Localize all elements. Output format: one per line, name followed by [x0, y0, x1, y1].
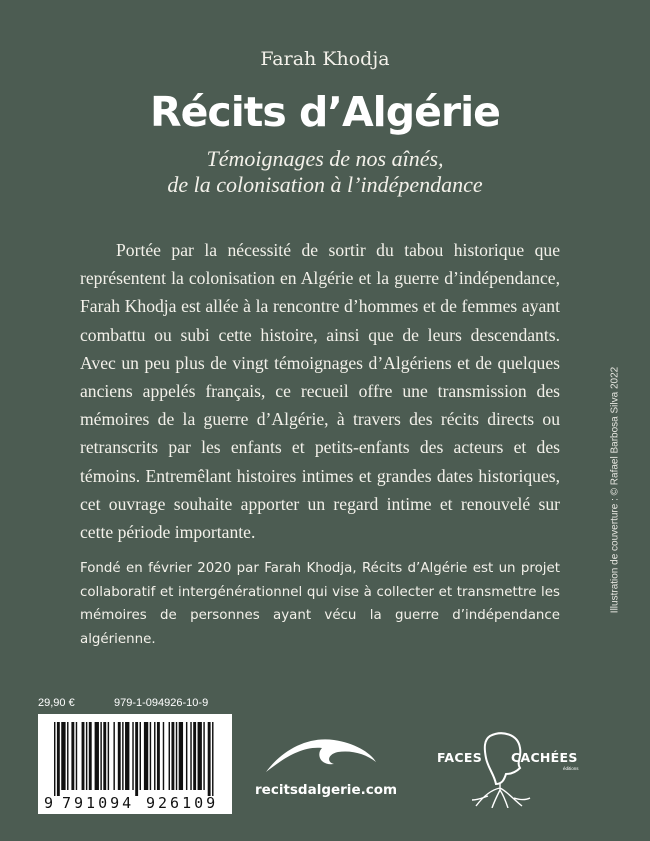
barcode-bar: [212, 722, 213, 796]
barcode-bar: [163, 722, 164, 790]
summary-paragraph: Portée par la nécessité de sortir du tabou historique que représentent la colonisation en Algérie et la guerre d’indépendance, Farah Khodja est allée à la rencontre d’hommes et de femmes ayant combattu ou subi cette histoire, ainsi que de leurs descendants. Avec un peu plus de vingt témoignages d’Algériens et de quelques anciens appelés français, ce recueil offre une transmission des mémoires de la guerre d’Algérie, à travers des récits directs ou retranscrits par les enfants et petits-enfants des acteurs et des témoins. Entremêlant histoires intimes et grandes dates historiques, cet ouvrage souhaite apporter un regard intime et renouvelé sur cette période importante.: [80, 240, 560, 543]
barcode-bar: [86, 722, 87, 790]
barcode-bar: [171, 722, 174, 790]
barcode-bar: [154, 722, 155, 790]
barcode-bar: [144, 722, 148, 790]
barcode-bar: [113, 722, 114, 790]
barcode-bar: [135, 722, 138, 796]
website-label: recitsdalgerie.com: [255, 782, 398, 798]
barcode-bar: [132, 722, 133, 790]
book-subtitle: [0, 146, 650, 198]
barcode-bar: [103, 722, 106, 790]
subtitle-line-1: Témoignages de nos aînés,: [206, 146, 444, 171]
barcode-bar: [100, 722, 101, 790]
book-title: Récits d’Algérie: [150, 88, 500, 136]
barcode: [38, 714, 232, 814]
isbn-label: 979-1-094926-10-9: [114, 697, 209, 709]
barcode-bar: [203, 722, 204, 790]
barcode-bar: [71, 722, 74, 790]
barcode-bar: [76, 722, 77, 790]
barcode-bar: [198, 722, 202, 790]
publisher-name-right: CACHÉES: [511, 750, 578, 765]
barcode-bar: [118, 722, 121, 790]
barcode-bar: [140, 722, 141, 790]
project-paragraph: Fondé en février 2020 par Farah Khodja, Récits d’Algérie est un projet collaboratif et intergénérationnel qui vise à collecter et transmettre les mémoires de personnes ayant vécu la guerre d’indépendance algérienne.: [80, 561, 560, 647]
barcode-digit-group-1: 791094: [62, 794, 135, 812]
barcode-bar: [57, 722, 60, 796]
barcode-bar: [190, 722, 191, 790]
barcode-bar: [179, 722, 183, 790]
illustration-credit-text: Illustration de couverture : © Rafael Barbosa Silva 2022: [609, 366, 621, 614]
illustration-credit: [605, 300, 625, 680]
barcode-bar: [193, 722, 196, 790]
barcode-bar: [61, 722, 65, 790]
barcode-bar: [89, 722, 92, 790]
barcode-bar: [122, 722, 123, 790]
barcode-bar: [125, 722, 129, 790]
barcode-bar: [82, 722, 85, 790]
author-name: Farah Khodja: [260, 48, 390, 70]
publisher-sub-label: éditions: [563, 766, 579, 771]
barcode-bar: [67, 722, 68, 790]
barcode-digit-first: 9: [44, 794, 54, 812]
barcode-bar: [108, 722, 109, 790]
barcode-bar: [176, 722, 177, 790]
barcode-bar: [169, 722, 170, 790]
barcode-digit-group-2: 926109: [146, 794, 219, 812]
price-label: 29,90 €: [38, 697, 75, 709]
barcode-bar: [95, 722, 99, 790]
publisher-name-left: FACES: [437, 750, 482, 765]
barcode-bar: [157, 722, 160, 790]
barcode-bar: [54, 722, 55, 796]
wave-logo-icon: [262, 728, 382, 788]
barcode-bar: [208, 722, 211, 796]
barcode-bar: [186, 722, 187, 790]
subtitle-line-2: de la colonisation à l’indépendance: [167, 172, 483, 197]
barcode-bar: [150, 722, 151, 790]
